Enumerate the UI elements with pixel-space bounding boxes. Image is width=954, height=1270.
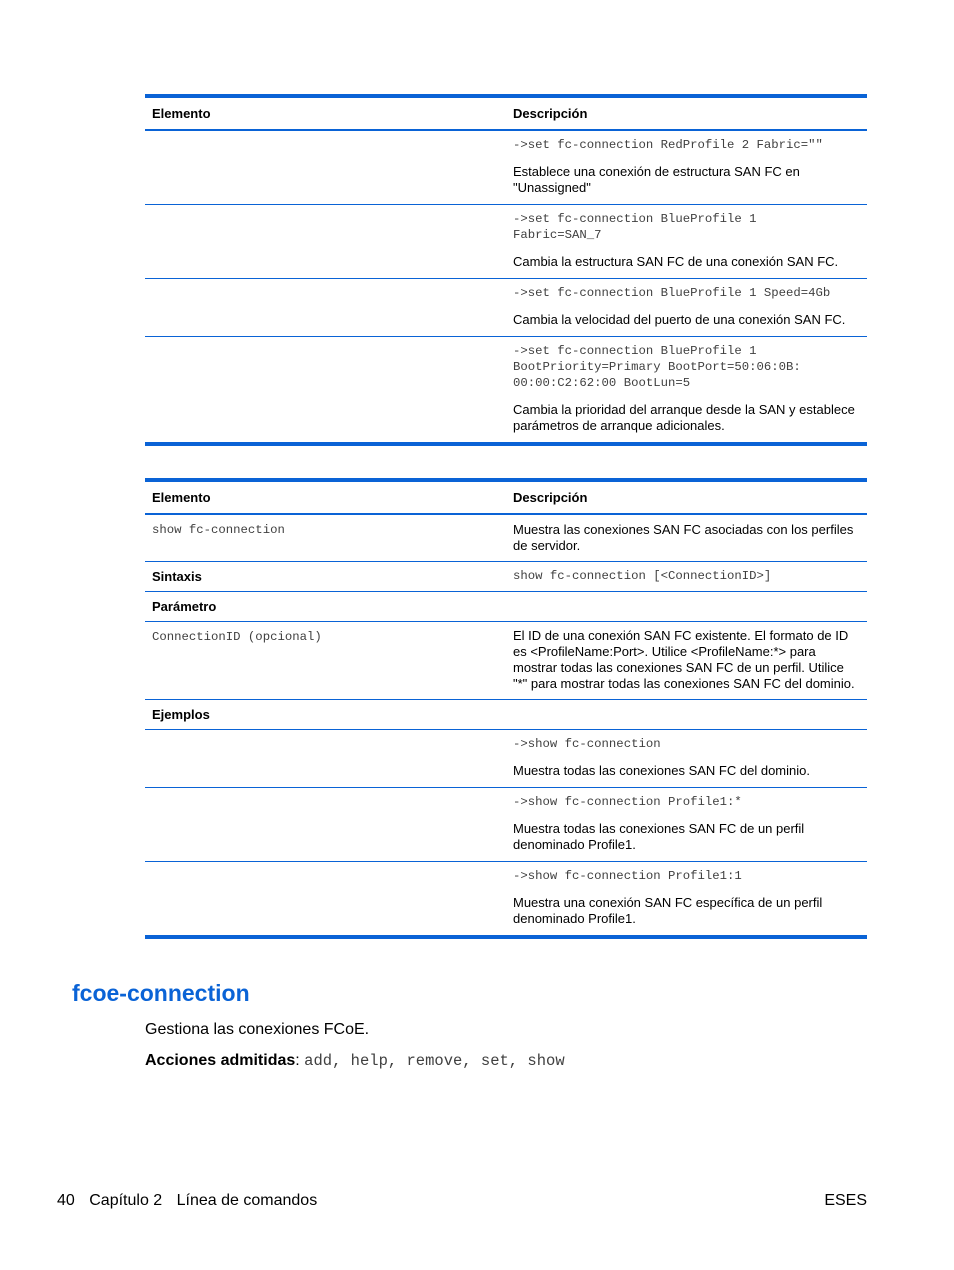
command-description: Muestra las conexiones SAN FC asociadas con los perfiles de servidor.: [513, 522, 854, 553]
footer-right: ESES: [824, 1192, 867, 1209]
table-row: [145, 862, 867, 935]
actions-label: Acciones admitidas: [145, 1052, 296, 1069]
example-command: ->set fc-connection BlueProfile 1 Fabric=SAN_7: [513, 212, 757, 242]
command-name: show fc-connection: [152, 523, 285, 537]
example-description: Muestra todas las conexiones SAN FC de un perfil denominado Profile1.: [513, 821, 805, 852]
table-row: [145, 730, 867, 788]
table-header: [145, 482, 867, 515]
example-description: Muestra todas las conexiones SAN FC del dominio.: [513, 763, 810, 778]
table-row-syntax: [145, 562, 867, 592]
parameter-label: Parámetro: [152, 599, 217, 614]
example-description: Cambia la estructura SAN FC de una conexión SAN FC.: [513, 254, 839, 269]
table-row-command: [145, 515, 867, 562]
table-row-examples-heading: [145, 700, 867, 730]
example-description: Cambia la prioridad del arranque desde la SAN y establece parámetros de arranque adicionales.: [513, 402, 855, 433]
table-row: [145, 279, 867, 337]
footer-left: [57, 1192, 327, 1210]
table-row-parameter-heading: [145, 592, 867, 622]
example-command: ->set fc-connection BlueProfile 1 BootPriority=Primary BootPort=50:06:0B: 00:00:C2:62:00 BootLun=5: [513, 344, 801, 390]
syntax-value: show fc-connection [<ConnectionID>]: [513, 569, 772, 583]
syntax-label: Sintaxis: [152, 569, 202, 584]
section-title: fcoe-connection: [72, 980, 250, 1006]
parameter-name: ConnectionID (opcional): [152, 630, 322, 644]
table-row: [145, 337, 867, 442]
example-description: Cambia la velocidad del puerto de una conexión SAN FC.: [513, 312, 846, 327]
example-description: Establece una conexión de estructura SAN FC en "Unassigned": [513, 164, 800, 195]
section-description: Gestiona las conexiones FCoE.: [145, 1021, 370, 1038]
parameter-description: El ID de una conexión SAN FC existente. El formato de ID es <ProfileName:Port>. Utilice <ProfileName:*> para mostrar todas las conexiones SAN FC de un perfil. Utilice "*" para mostrar todas las conexiones SAN FC del dominio.: [513, 628, 855, 691]
chapter-label: Capítulo 2: [89, 1192, 163, 1209]
example-description: Muestra una conexión SAN FC específica de un perfil denominado Profile1.: [513, 895, 823, 926]
example-command: ->show fc-connection Profile1:*: [513, 795, 742, 809]
page-number: 40: [57, 1192, 75, 1209]
table-show-fc-connection: [145, 478, 867, 939]
actions-value: add, help, remove, set, show: [304, 1052, 565, 1070]
table-row: [145, 788, 867, 862]
example-command: ->set fc-connection RedProfile 2 Fabric="": [513, 138, 823, 152]
supported-actions: Acciones admitidas: add, help, remove, set, show: [145, 1052, 565, 1070]
table-set-examples: [145, 94, 867, 446]
table-header: [145, 98, 867, 131]
header-descripcion: Descripción: [513, 106, 588, 121]
examples-label: Ejemplos: [152, 707, 210, 722]
example-command: ->show fc-connection Profile1:1: [513, 869, 742, 883]
chapter-title: Línea de comandos: [176, 1192, 318, 1209]
header-elemento: Elemento: [152, 106, 211, 121]
header-descripcion: Descripción: [513, 490, 588, 505]
table-row: [145, 205, 867, 279]
header-elemento: Elemento: [152, 490, 211, 505]
table-row: [145, 131, 867, 205]
example-command: ->show fc-connection: [513, 737, 661, 751]
example-command: ->set fc-connection BlueProfile 1 Speed=4Gb: [513, 286, 831, 300]
table-row-parameter: [145, 622, 867, 700]
